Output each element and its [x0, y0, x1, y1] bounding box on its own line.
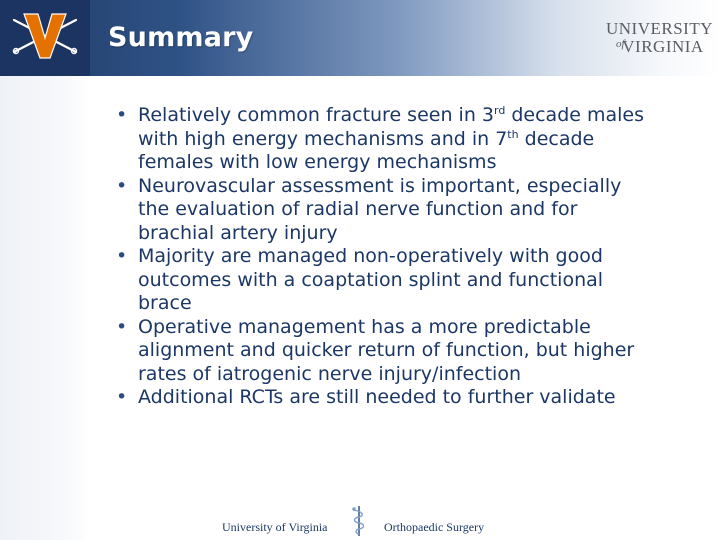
bullet-item: [116, 316, 656, 387]
bullet-item: [116, 245, 656, 316]
wordmark-line2: VIRGINIA: [622, 37, 704, 56]
uva-wordmark: [606, 19, 713, 60]
bullet-text: [138, 104, 644, 173]
slide-header: [0, 0, 720, 76]
bullet-text: Additional RCTs are still needed to further validate: [138, 386, 616, 408]
footer-department: Orthopaedic Surgery: [384, 520, 485, 534]
slide-title: Summary: [108, 22, 254, 53]
bullet-dot: •: [116, 386, 128, 408]
logo-tile: [0, 0, 90, 76]
bullet-text: Neurovascular assessment is important, especially the evaluation of radial nerve function and for brachial artery injury: [138, 174, 622, 244]
bullet-list: [116, 104, 656, 410]
wordmark-of: of: [616, 38, 625, 50]
bullet-item: [116, 386, 656, 410]
left-margin-band: [0, 0, 90, 540]
bullet-dot: •: [116, 104, 128, 126]
wordmark-line1: UNIVERSITY: [606, 19, 713, 38]
bullet-item: [116, 104, 656, 175]
footer-institution: University of Virginia: [222, 520, 328, 534]
bullet-text-part: decade females with low energy mechanisms: [138, 127, 595, 173]
bullet-dot: •: [116, 245, 128, 267]
bullet-text: Majority are managed non-operatively with good outcomes with a coaptation splint and functional brace: [138, 245, 604, 314]
rod-of-asclepius-icon: [348, 502, 370, 538]
bullet-item: [116, 175, 656, 246]
bullet-text-part: decade males with high energy mechanisms and in 7: [138, 104, 644, 150]
ordinal-superscript: rd: [494, 104, 506, 117]
bullet-dot: •: [116, 315, 128, 338]
uva-v-sabres-icon: [10, 8, 80, 68]
bullet-text-part: Relatively common fracture seen in 3: [138, 104, 494, 126]
bullet-text: Operative management has a more predictable alignment and quicker return of function, but higher rates of iatrogenic nerve injury/infection: [138, 315, 635, 385]
ordinal-superscript: th: [507, 127, 519, 141]
bullet-dot: •: [116, 174, 128, 197]
